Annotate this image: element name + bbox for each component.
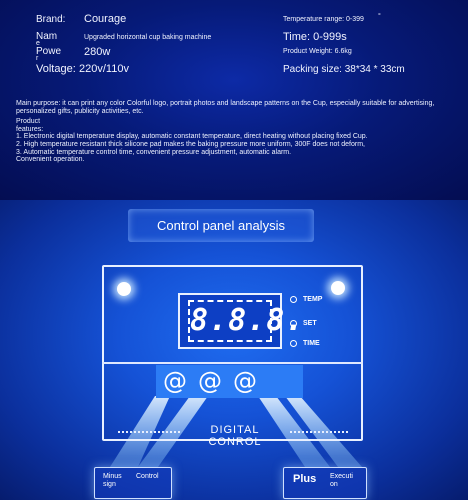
left-knob-icon xyxy=(117,282,131,296)
indicator-set xyxy=(290,320,317,327)
power-label: Powe xyxy=(36,46,62,57)
indicator-temp-label: TEMP xyxy=(303,296,323,303)
digital-control-line-left xyxy=(118,431,180,434)
name-label: Nam xyxy=(36,31,58,42)
indicator-time xyxy=(290,340,320,347)
feature-1: 1. Electronic digital temperature display, automatic constant temperature, direct heating without placing fixed Cup. xyxy=(16,133,368,141)
name-label-tail: e xyxy=(36,40,40,47)
panel-button-3[interactable]: @ xyxy=(233,367,257,395)
power-value: 280w xyxy=(84,46,111,58)
callout-execution-line-2: on xyxy=(330,481,338,488)
voltage-value: 220v/110v xyxy=(79,63,129,75)
brand-label: Brand: xyxy=(36,14,66,25)
callout-minus-line-2: sign xyxy=(103,481,116,488)
callout-execution-line-1: Executi xyxy=(330,473,353,480)
feature-3: 3. Automatic temperature control time, convenient pressure adjustment, automatic alarm. xyxy=(16,148,292,156)
callout-minus-label xyxy=(103,473,122,489)
panel-button-2[interactable]: @ xyxy=(198,367,222,395)
feature-4: Convenient operation. xyxy=(16,156,85,164)
packing-size: Packing size: 38*34 * 33cm xyxy=(283,64,405,75)
panel-title: Control panel analysis xyxy=(128,209,314,242)
digital-control-line-right xyxy=(290,431,348,434)
indicator-set-label: SET xyxy=(303,320,317,327)
features-heading-2: features: xyxy=(16,125,44,133)
callout-execution-label xyxy=(330,473,353,489)
brand-value: Courage xyxy=(84,13,127,25)
callout-plus-label: Plus xyxy=(293,473,317,485)
panel-divider xyxy=(102,362,363,364)
temperature-unit: ° xyxy=(378,13,381,20)
led-readout: 8.8.8. xyxy=(190,303,305,338)
feature-2: 2. High temperature resistant thick silicone pad makes the baking pressure more uniform, 300F does not deform, xyxy=(16,140,366,148)
temperature-range: Temperature range: 0-399 xyxy=(283,16,364,23)
voltage-label: Voltage: xyxy=(36,63,76,75)
product-weight: Product Weight: 6.6kg xyxy=(283,48,352,55)
indicator-time-dot xyxy=(290,340,297,347)
indicator-set-dot xyxy=(290,320,297,327)
callout-minus-line-1: Minus xyxy=(103,473,122,480)
indicator-time-label: TIME xyxy=(303,340,320,347)
right-knob-icon xyxy=(331,281,345,295)
time-range: Time: 0-999s xyxy=(283,31,347,43)
callout-control-label: Control xyxy=(136,473,159,480)
features-heading-1: Product xyxy=(16,118,41,126)
panel-button-1[interactable]: @ xyxy=(163,367,187,395)
control-panel-diagram xyxy=(102,265,363,441)
power-label-tail: r xyxy=(36,55,39,62)
main-purpose: Main purpose: it can print any color Colorful logo, portrait photos and landscape patterns on the Cup, especially suitable for advertising, personalized gifts, publicity activities, etc. xyxy=(16,100,435,115)
indicator-temp xyxy=(290,296,322,303)
indicator-temp-dot xyxy=(290,296,297,303)
name-value: Upgraded horizontal cup baking machine xyxy=(84,34,212,41)
digital-control-label: DIGITAL CONROL xyxy=(208,424,262,448)
